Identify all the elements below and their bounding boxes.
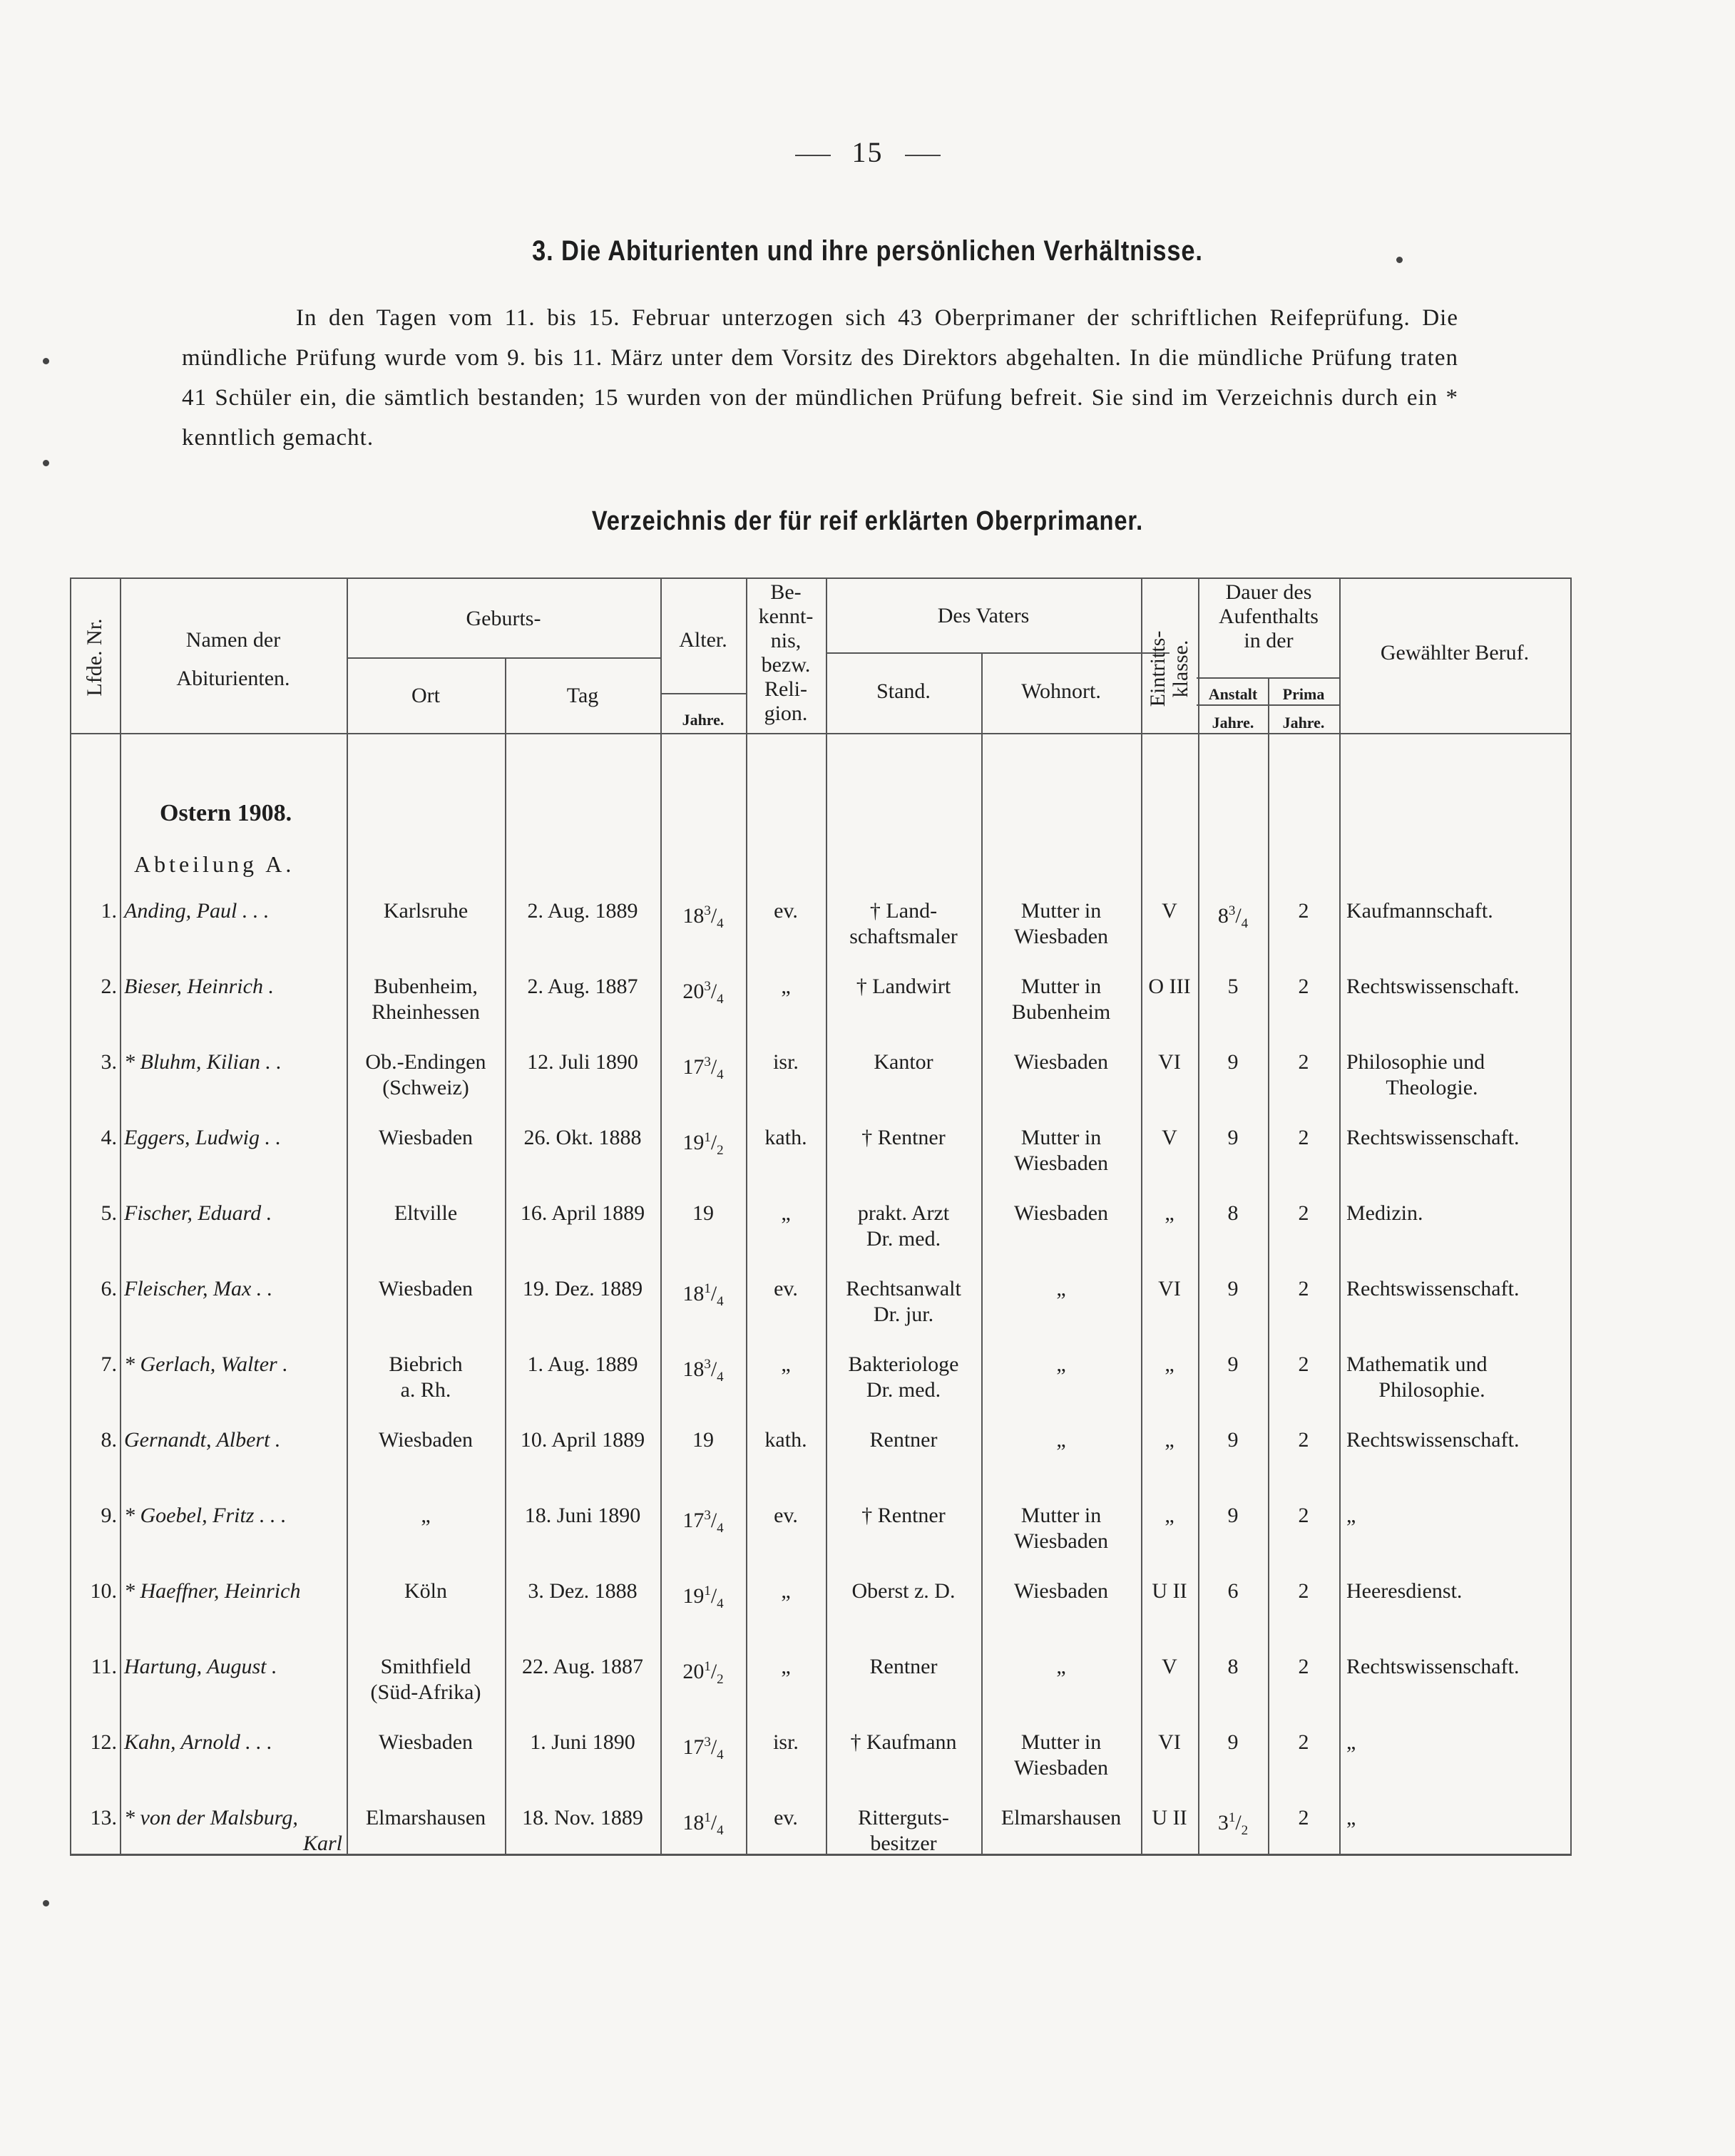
- row-tag: 2. Aug. 1887: [527, 975, 638, 998]
- alter-den: 4: [717, 916, 724, 931]
- row-ort-2: (Schweiz): [382, 1076, 469, 1099]
- row-klasse: V: [1162, 899, 1177, 923]
- row-religion: isr.: [773, 1730, 799, 1754]
- row-klasse: „: [1165, 1352, 1174, 1376]
- row-beruf: Rechtswissenschaft.: [1346, 1277, 1520, 1300]
- header-alter: Alter.: [679, 628, 727, 652]
- header-dauer-2: Aufenthalts: [1219, 605, 1319, 628]
- row-anstalt: $8^3/_4$: [1217, 903, 1249, 931]
- margin-dot: [1396, 257, 1403, 263]
- alter-int: 19: [682, 1584, 705, 1608]
- row-wohnort-2: Wiesbaden: [1013, 1151, 1109, 1175]
- row-anstalt: [1198, 1730, 1268, 1755]
- row-anstalt: [1198, 1201, 1268, 1226]
- row-wohnort: Wiesbaden: [1013, 1579, 1109, 1603]
- row-ort: „: [421, 1504, 431, 1527]
- row-beruf: Mathematik und: [1346, 1352, 1488, 1376]
- row-number: 5.: [101, 1201, 117, 1225]
- row-beruf-2: Theologie.: [1386, 1076, 1478, 1099]
- row-stand: prakt. Arzt: [857, 1201, 950, 1225]
- row-ort: Biebrich: [389, 1352, 463, 1376]
- row-wohnort-2: Bubenheim: [1011, 1000, 1111, 1024]
- row-beruf: „: [1346, 1504, 1356, 1527]
- row-tag: 12. Juli 1890: [527, 1050, 638, 1074]
- header-alter-jahre: Jahre.: [682, 711, 725, 729]
- row-number: 11.: [91, 1655, 117, 1678]
- row-anstalt: [1198, 1049, 1268, 1075]
- anstalt-int: 9: [1227, 1050, 1239, 1074]
- row-wohnort: Mutter in: [1020, 1126, 1102, 1149]
- row-beruf: Philosophie und: [1346, 1050, 1485, 1074]
- alter-int: 20: [682, 1660, 705, 1683]
- alter-num: 3: [704, 979, 711, 994]
- header-prima: Prima: [1282, 685, 1325, 703]
- row-ort: Smithfield: [380, 1655, 471, 1678]
- row-religion: ev.: [774, 1277, 798, 1300]
- row-tag: 26. Okt. 1888: [523, 1126, 642, 1149]
- row-stand: Rechtsanwalt: [846, 1277, 961, 1300]
- row-stand: Bakteriologe: [848, 1352, 959, 1376]
- margin-dot: [43, 460, 49, 466]
- row-alter: $19^1/_2$: [682, 1130, 724, 1158]
- row-stand: Oberst z. D.: [851, 1579, 956, 1603]
- alter-num: 3: [704, 903, 711, 918]
- alter-den: 4: [717, 1067, 724, 1082]
- row-tag: 10. April 1889: [520, 1428, 645, 1452]
- row-alter: $17^3/_4$: [682, 1508, 724, 1536]
- row-name: * Gerlach, Walter .: [124, 1352, 288, 1376]
- row-religion: „: [781, 1352, 791, 1376]
- row-beruf: „: [1346, 1806, 1356, 1829]
- header-anstalt-jahre: Jahre.: [1212, 714, 1254, 732]
- row-alter: $18^3/_4$: [682, 1357, 724, 1385]
- row-stand-2: Dr. jur.: [873, 1303, 934, 1326]
- row-beruf: Rechtswissenschaft.: [1346, 1655, 1520, 1678]
- row-religion: „: [781, 1201, 791, 1225]
- row-beruf: „: [1346, 1730, 1356, 1754]
- row-anstalt: [1198, 974, 1268, 1000]
- row-name: Fischer, Eduard .: [124, 1201, 272, 1225]
- page-number-text: 15: [851, 136, 884, 168]
- row-stand: Kantor: [874, 1050, 933, 1074]
- row-name: Eggers, Ludwig . .: [124, 1126, 282, 1149]
- row-wohnort: Elmarshausen: [1000, 1806, 1122, 1829]
- row-ort: Wiesbaden: [378, 1126, 474, 1149]
- row-beruf-2: Philosophie.: [1378, 1378, 1485, 1402]
- row-wohnort: Mutter in: [1020, 975, 1102, 998]
- row-ort: Ob.-Endingen: [365, 1050, 486, 1074]
- row-klasse: V: [1162, 1126, 1177, 1149]
- row-prima: 2: [1298, 899, 1309, 923]
- row-number: 3.: [101, 1050, 117, 1074]
- row-religion: kath.: [764, 1126, 807, 1149]
- alter-num: 1: [704, 1810, 711, 1825]
- row-number: 6.: [101, 1277, 117, 1300]
- row-name: Fleischer, Max . .: [124, 1277, 273, 1300]
- row-prima: 2: [1298, 1806, 1309, 1829]
- row-wohnort: Wiesbaden: [1013, 1050, 1109, 1074]
- row-ort: Elmarshausen: [365, 1806, 486, 1829]
- alter-num: 3: [704, 1508, 711, 1523]
- row-alter: $17^3/_4$: [682, 1054, 724, 1082]
- header-nr: Lfde. Nr.: [83, 618, 106, 697]
- row-tag: 1. Aug. 1889: [527, 1352, 638, 1376]
- row-name: Bieser, Heinrich .: [124, 975, 274, 998]
- anstalt-int: 9: [1227, 1277, 1239, 1300]
- row-stand-2: besitzer: [870, 1832, 937, 1855]
- row-stand: † Land-: [869, 899, 938, 923]
- margin-dot: [43, 1900, 49, 1906]
- alter-den: 4: [717, 992, 724, 1007]
- alter-den: 2: [717, 1672, 724, 1687]
- row-stand-2: Dr. med.: [866, 1378, 941, 1402]
- row-prima: 2: [1298, 1050, 1309, 1074]
- row-tag: 19. Dez. 1889: [522, 1277, 643, 1300]
- row-number: 9.: [101, 1504, 117, 1527]
- row-tag: 22. Aug. 1887: [521, 1655, 643, 1678]
- row-alter: $18^3/_4$: [682, 903, 724, 931]
- header-wohnort: Wohnort.: [1021, 679, 1101, 703]
- row-religion: ev.: [774, 1504, 798, 1527]
- table-top-rule: [70, 578, 1572, 579]
- intro-paragraph: [182, 298, 1458, 458]
- row-wohnort-2: Wiesbaden: [1013, 925, 1109, 948]
- section-title: 3. Die Abiturienten und ihre persönlichen Verhältnisse.: [532, 235, 1203, 267]
- row-name: Anding, Paul . . .: [124, 899, 270, 923]
- row-anstalt: [1198, 1427, 1268, 1453]
- row-alter: $18^1/_4$: [682, 1281, 724, 1309]
- anstalt-int: 3: [1217, 1811, 1229, 1834]
- anstalt-num: 1: [1228, 1810, 1236, 1825]
- intro-text: In den Tagen vom 11. bis 15. Februar unterzogen sich 43 Oberprimaner der schriftlichen Reifeprüfung. Die mündliche Prüfung wurde vom 9. bis 11. März unter dem Vorsitz des Direktors abgehalten. In die mündliche Prüfung traten 41 Schüler ein, die sämtlich bestanden; 15 wurden von der mündlichen Prüfung befreit. Sie sind im Verzeichnis durch ein * kenntlich gemacht.: [182, 305, 1458, 451]
- row-prima: 2: [1298, 1504, 1309, 1527]
- row-anstalt: [1198, 1352, 1268, 1377]
- header-name-2: Abiturienten.: [176, 667, 290, 690]
- alter-int: 19: [692, 1201, 714, 1225]
- geburts-subrule: [347, 657, 660, 659]
- row-name: * Haeffner, Heinrich: [124, 1579, 301, 1603]
- alter-num: 1: [704, 1130, 711, 1145]
- row-stand: † Rentner: [861, 1504, 946, 1527]
- row-wohnort-2: Wiesbaden: [1013, 1529, 1109, 1553]
- alter-int: 18: [682, 1811, 705, 1834]
- header-tag: Tag: [566, 684, 599, 707]
- row-prima: 2: [1298, 975, 1309, 998]
- row-name: Gernandt, Albert .: [124, 1428, 281, 1452]
- row-prima: 2: [1298, 1579, 1309, 1603]
- anstalt-int: 8: [1227, 1201, 1239, 1225]
- header-bek-2: kennt-: [758, 605, 814, 628]
- row-number: 7.: [101, 1352, 117, 1376]
- row-alter: $20^1/_2$: [682, 1659, 724, 1687]
- header-eintritt: Eintritts-: [1146, 630, 1170, 707]
- row-klasse: VI: [1158, 1277, 1181, 1300]
- row-alter: [660, 1201, 746, 1226]
- col-line-11: [1339, 578, 1341, 1854]
- alter-den: 4: [717, 1823, 724, 1838]
- row-ort: Köln: [404, 1579, 447, 1603]
- row-wohnort: „: [1056, 1277, 1066, 1300]
- row-anstalt: [1198, 1654, 1268, 1680]
- row-alter: $19^1/_4$: [682, 1583, 724, 1611]
- header-eintrittsklasse: [1147, 612, 1192, 726]
- row-religion: „: [781, 1655, 791, 1678]
- row-religion: „: [781, 975, 791, 998]
- row-stand: Ritterguts-: [858, 1806, 949, 1829]
- alter-den: 4: [717, 1294, 724, 1309]
- alter-int: 19: [682, 1131, 705, 1154]
- row-number: 10.: [90, 1579, 117, 1603]
- anstalt-den: 4: [1241, 916, 1249, 931]
- anstalt-den: 2: [1241, 1823, 1249, 1838]
- alter-int: 18: [682, 1357, 705, 1381]
- row-beruf: Kaufmannschaft.: [1346, 899, 1493, 923]
- alter-den: 4: [717, 1596, 724, 1611]
- row-name: * Goebel, Fritz . . .: [124, 1504, 287, 1527]
- row-wohnort: „: [1056, 1428, 1066, 1452]
- row-prima: 2: [1298, 1126, 1309, 1149]
- header-dauer-1: Dauer des: [1225, 580, 1312, 604]
- alter-num: 3: [704, 1735, 711, 1750]
- row-name: Kahn, Arnold . . .: [124, 1730, 272, 1754]
- row-stand: † Rentner: [861, 1126, 946, 1149]
- row-klasse: VI: [1158, 1730, 1181, 1754]
- vater-subrule: [826, 652, 1170, 654]
- row-alter: $20^3/_4$: [682, 979, 724, 1007]
- anstalt-int: 9: [1227, 1352, 1239, 1376]
- header-ort: Ort: [411, 684, 440, 707]
- row-name: Hartung, August .: [124, 1655, 277, 1678]
- row-stand: † Kaufmann: [850, 1730, 957, 1754]
- row-beruf: Heeresdienst.: [1346, 1579, 1463, 1603]
- row-name: * von der Malsburg,: [124, 1806, 298, 1829]
- row-ort-2: a. Rh.: [400, 1378, 451, 1402]
- row-religion: „: [781, 1579, 791, 1603]
- row-klasse: „: [1165, 1428, 1174, 1452]
- row-religion: ev.: [774, 899, 798, 923]
- row-tag: 16. April 1889: [520, 1201, 645, 1225]
- row-klasse: „: [1165, 1504, 1174, 1527]
- header-bek-3: nis,: [770, 629, 802, 652]
- row-prima: 2: [1298, 1730, 1309, 1754]
- alter-num: 1: [704, 1659, 711, 1674]
- row-beruf: Rechtswissenschaft.: [1346, 975, 1520, 998]
- row-klasse: VI: [1158, 1050, 1181, 1074]
- row-number: 13.: [90, 1806, 117, 1829]
- row-wohnort-2: Wiesbaden: [1013, 1756, 1109, 1780]
- row-anstalt: $3^1/_2$: [1217, 1810, 1249, 1838]
- alter-den: 2: [717, 1143, 724, 1158]
- dash-left: [795, 155, 831, 156]
- row-beruf: Rechtswissenschaft.: [1346, 1126, 1520, 1149]
- row-wohnort: Wiesbaden: [1013, 1201, 1109, 1225]
- row-ort: Wiesbaden: [378, 1277, 474, 1300]
- row-stand: Rentner: [869, 1428, 938, 1452]
- row-tag: 18. Nov. 1889: [522, 1806, 643, 1829]
- alter-num: 1: [704, 1281, 711, 1296]
- row-wohnort: Mutter in: [1020, 1730, 1102, 1754]
- row-wohnort: „: [1056, 1655, 1066, 1678]
- row-klasse: U II: [1152, 1579, 1187, 1603]
- anstalt-int: 9: [1227, 1730, 1239, 1754]
- row-number: 4.: [101, 1126, 117, 1149]
- row-tag: 18. Juni 1890: [524, 1504, 641, 1527]
- row-prima: 2: [1298, 1428, 1309, 1452]
- header-bek-4: bezw.: [761, 653, 811, 677]
- header-klasse: klasse.: [1169, 640, 1192, 698]
- row-number: 1.: [101, 899, 117, 923]
- row-ort: Wiesbaden: [378, 1428, 474, 1452]
- margin-dot: [43, 358, 49, 364]
- page-number: [0, 135, 1735, 169]
- header-geburts: Geburts-: [466, 607, 541, 630]
- row-stand: † Landwirt: [856, 975, 951, 998]
- row-alter: [660, 1427, 746, 1453]
- row-tag: 1. Juni 1890: [530, 1730, 635, 1754]
- row-klasse: „: [1165, 1201, 1174, 1225]
- header-bottom-rule: [70, 733, 1572, 734]
- alter-int: 18: [682, 1282, 705, 1305]
- header-anstalt: Anstalt: [1208, 685, 1258, 703]
- alter-den: 4: [717, 1370, 724, 1385]
- alter-den: 4: [717, 1747, 724, 1762]
- anstalt-int: 8: [1227, 1655, 1239, 1678]
- header-prima-jahre: Jahre.: [1282, 714, 1325, 732]
- row-anstalt: [1198, 1503, 1268, 1529]
- anstalt-int: 9: [1227, 1428, 1239, 1452]
- header-beruf: Gewählter Beruf.: [1380, 641, 1530, 664]
- row-anstalt: [1198, 1125, 1268, 1151]
- header-dauer: [1198, 580, 1339, 653]
- row-ort: Bubenheim,: [374, 975, 478, 998]
- row-ort: Karlsruhe: [383, 899, 469, 923]
- row-religion: isr.: [773, 1050, 799, 1074]
- alter-int: 20: [682, 980, 705, 1003]
- row-wohnort: Mutter in: [1020, 899, 1102, 923]
- row-name: * Bluhm, Kilian . .: [124, 1050, 282, 1074]
- row-anstalt: [1198, 1578, 1268, 1604]
- row-beruf: Rechtswissenschaft.: [1346, 1428, 1520, 1452]
- row-prima: 2: [1298, 1352, 1309, 1376]
- alter-subrule: [660, 693, 746, 694]
- col-line-12: [1570, 578, 1572, 1854]
- alter-den: 4: [717, 1521, 724, 1536]
- anstalt-int: 6: [1227, 1579, 1239, 1603]
- abteilung-label: Abteilung A.: [134, 851, 295, 877]
- row-alter: $18^1/_4$: [682, 1810, 724, 1838]
- alter-num: 1: [704, 1583, 711, 1598]
- row-stand-2: Dr. med.: [866, 1227, 941, 1251]
- row-wohnort: Mutter in: [1020, 1504, 1102, 1527]
- alter-int: 17: [682, 1055, 705, 1079]
- row-klasse: O III: [1148, 975, 1191, 998]
- alter-num: 3: [704, 1054, 711, 1069]
- row-number: 12.: [90, 1730, 117, 1754]
- row-prima: 2: [1298, 1277, 1309, 1300]
- row-religion: ev.: [774, 1806, 798, 1829]
- header-name-1: Namen der: [185, 628, 281, 652]
- header-bek-1: Be-: [770, 580, 802, 604]
- row-ort-2: Rheinhessen: [372, 1000, 480, 1024]
- row-klasse: V: [1162, 1655, 1177, 1678]
- alter-int: 17: [682, 1735, 705, 1759]
- row-alter: $17^3/_4$: [682, 1735, 724, 1762]
- alter-num: 3: [704, 1357, 711, 1372]
- anstalt-int: 9: [1227, 1504, 1239, 1527]
- alter-int: 19: [692, 1428, 714, 1452]
- row-beruf: Medizin.: [1346, 1201, 1423, 1225]
- anstalt-int: 5: [1227, 975, 1239, 998]
- row-stand-2: schaftsmaler: [849, 925, 958, 948]
- alter-int: 17: [682, 1509, 705, 1532]
- header-bek-5: Reli-: [764, 677, 807, 701]
- header-bekenntnis: [746, 580, 826, 726]
- row-ort: Wiesbaden: [378, 1730, 474, 1754]
- header-dauer-3: in der: [1244, 629, 1294, 652]
- row-prima: 2: [1298, 1655, 1309, 1678]
- header-stand: Stand.: [876, 679, 931, 703]
- table-title: Verzeichnis der für reif erklärten Oberprimaner.: [591, 506, 1144, 536]
- row-ort: Eltville: [394, 1201, 458, 1225]
- row-religion: kath.: [764, 1428, 807, 1452]
- col-line-1: [120, 578, 121, 1854]
- row-name-2: Karl: [302, 1832, 342, 1855]
- row-ort-2: (Süd-Afrika): [370, 1680, 481, 1704]
- row-tag: 3. Dez. 1888: [528, 1579, 638, 1603]
- row-anstalt: [1198, 1276, 1268, 1302]
- section-ostern: Ostern 1908.: [160, 800, 292, 826]
- row-tag: 2. Aug. 1889: [527, 899, 638, 923]
- header-vater: Des Vaters: [937, 604, 1030, 627]
- anstalt-int: 9: [1227, 1126, 1239, 1149]
- alter-int: 18: [682, 904, 705, 928]
- anstalt-num: 3: [1228, 903, 1236, 918]
- row-number: 2.: [101, 975, 117, 998]
- row-klasse: U II: [1152, 1806, 1187, 1829]
- header-bek-6: gion.: [764, 702, 808, 725]
- abiturienten-table: [70, 578, 1572, 1861]
- anstalt-int: 8: [1217, 904, 1229, 928]
- dash-right: [905, 155, 941, 156]
- row-number: 8.: [101, 1428, 117, 1452]
- row-wohnort: „: [1056, 1352, 1066, 1376]
- row-stand: Rentner: [869, 1655, 938, 1678]
- row-prima: 2: [1298, 1201, 1309, 1225]
